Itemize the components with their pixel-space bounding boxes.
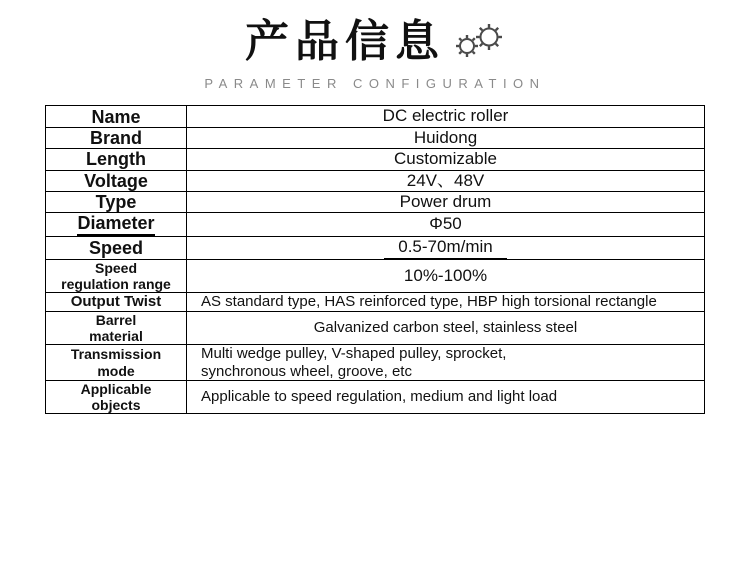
row-label-diameter	[46, 213, 187, 236]
row-value-speed	[187, 236, 705, 259]
title-row	[245, 18, 505, 66]
row-label-name: Name	[46, 106, 187, 127]
row-value-barrel-material: Galvanized carbon steel, stainless steel	[187, 312, 705, 345]
row-label-transmission-mode-line1: Transmission	[70, 346, 162, 363]
row-label-barrel-material-line1: Barrel	[95, 312, 137, 329]
table-row	[46, 149, 705, 170]
row-label-applicable-objects	[46, 380, 187, 413]
row-value-speed-regulation-range: 10%-100%	[187, 259, 705, 292]
table-row	[46, 293, 705, 312]
row-value-transmission-mode-line2: synchronous wheel, groove, etc	[201, 362, 412, 380]
row-value-applicable-objects: Applicable to speed regulation, medium and light load	[187, 380, 705, 413]
row-label-diameter-text: Diameter	[77, 213, 154, 235]
row-value-transmission-mode-line1: Multi wedge pulley, V-shaped pulley, sprocket,	[201, 345, 507, 363]
row-label-transmission-mode-line2: mode	[97, 362, 135, 379]
table-row	[46, 127, 705, 148]
row-value-speed-text: 0.5-70m/min	[384, 237, 506, 259]
table-row	[46, 380, 705, 413]
gears-icon	[451, 22, 505, 62]
row-label-speed: Speed	[46, 236, 187, 259]
specification-table	[45, 105, 705, 414]
table-row	[46, 106, 705, 127]
row-label-brand: Brand	[46, 127, 187, 148]
row-label-transmission-mode	[46, 345, 187, 381]
row-label-applicable-objects-line1: Applicable	[80, 380, 152, 397]
row-value-length: Customizable	[187, 149, 705, 170]
row-label-speed-regulation-range-line2: regulation range	[61, 275, 171, 292]
page-subtitle: PARAMETER CONFIGURATION	[204, 76, 546, 92]
row-label-voltage: Voltage	[46, 170, 187, 191]
page-title: 产品信息	[245, 16, 445, 67]
table-row	[46, 345, 705, 381]
row-label-applicable-objects-line2: objects	[91, 396, 141, 413]
row-value-transmission-mode	[187, 345, 705, 381]
table-row	[46, 213, 705, 236]
table-row	[46, 170, 705, 191]
row-label-barrel-material-line2: material	[89, 328, 143, 345]
row-value-brand: Huidong	[187, 127, 705, 148]
row-value-diameter: Φ50	[187, 213, 705, 236]
row-label-output-twist: Output Twist	[46, 293, 187, 312]
row-label-barrel-material	[46, 312, 187, 345]
row-value-name: DC electric roller	[187, 106, 705, 127]
table-row	[46, 312, 705, 345]
specification-table-wrap	[45, 105, 705, 414]
row-label-speed-regulation-range	[46, 259, 187, 292]
table-row	[46, 259, 705, 292]
row-value-output-twist: AS standard type, HAS reinforced type, HBP high torsional rectangle	[187, 293, 705, 312]
row-label-speed-regulation-range-line1: Speed	[94, 259, 137, 276]
row-label-type: Type	[46, 191, 187, 212]
row-value-type: Power drum	[187, 191, 705, 212]
row-value-voltage: 24V、48V	[187, 170, 705, 191]
page-header	[0, 0, 750, 91]
table-row	[46, 236, 705, 259]
table-row	[46, 191, 705, 212]
row-label-length: Length	[46, 149, 187, 170]
